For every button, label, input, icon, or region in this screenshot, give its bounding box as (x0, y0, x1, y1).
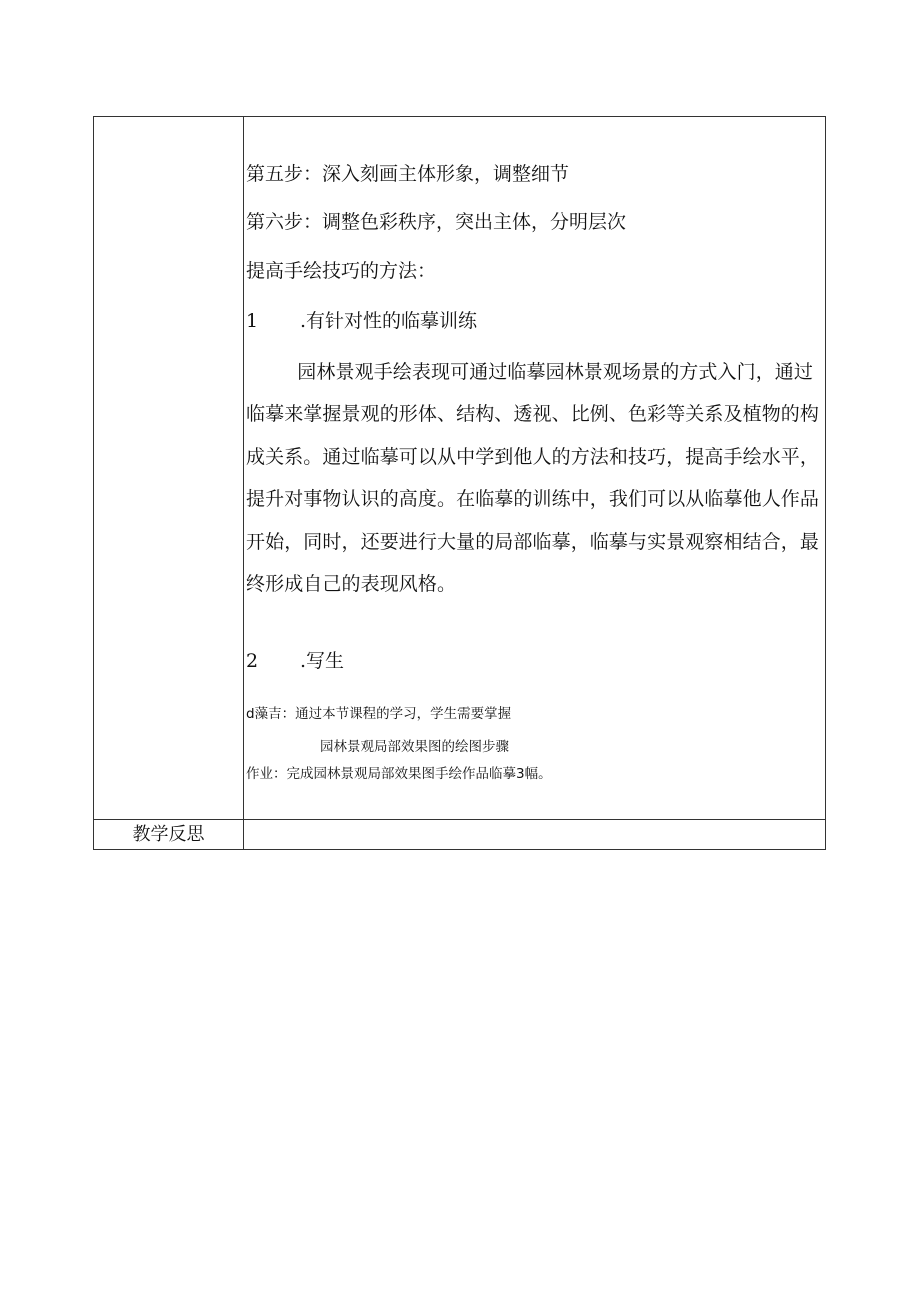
homework-text: 作业：完成园林景观局部效果图手绘作品临摹3幅。 (246, 766, 552, 782)
methods-heading: 提高手绘技巧的方法： (246, 260, 437, 282)
item-title: .写生 (300, 650, 345, 672)
method-item-2 (246, 648, 344, 674)
item-title: .有针对性的临摹训练 (300, 310, 478, 332)
step-six-text: 第六步：调整色彩秩序，突出主体，分明层次 (246, 211, 627, 233)
content-cell (244, 117, 825, 819)
teaching-reflection-value (244, 820, 825, 849)
summary-line-1: d藻吉：通过本节课程的学习，学生需要掌握 (246, 706, 512, 722)
lesson-table (93, 116, 826, 850)
summary-line-2: 园林景观局部效果图的绘图步骤 (320, 739, 509, 755)
teaching-reflection-label: 教学反思 (132, 824, 205, 845)
item-number: 1 (246, 310, 259, 332)
method-item-1-paragraph: 园林景观手绘表现可通过临摹园林景观场景的方式入门，通过临摹来掌握景观的形体、结构、透视、比例、色彩等关系及植物的构成关系。通过临摹可以从中学到他人的方法和技巧，提高手绘水平，提升对事物认识的高度。在临摹的训练中，我们可以从临摹他人作品开始，同时，还要进行大量的局部临摹，临摹与实景观察相结合，最终形成自己的表现风格。 (246, 361, 820, 596)
method-item-1 (246, 308, 477, 334)
step-five-text: 第五步：深入刻画主体形象，调整细节 (246, 163, 570, 185)
item-number: 2 (246, 650, 259, 672)
